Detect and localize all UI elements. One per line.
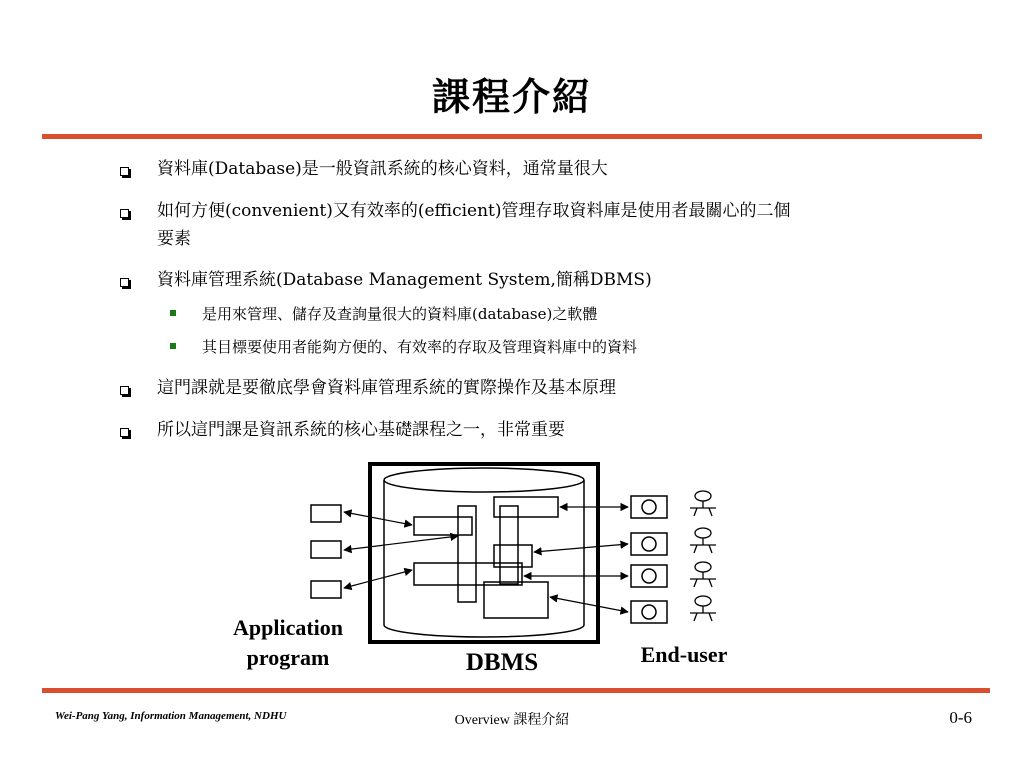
internal-box — [458, 506, 476, 602]
terminal-icon — [631, 565, 667, 587]
application-label — [216, 613, 360, 673]
internal-box — [484, 582, 548, 618]
user-figures — [690, 491, 716, 621]
app-arrow — [344, 570, 412, 588]
internal-box — [414, 517, 472, 535]
app-arrows — [344, 512, 458, 588]
app-arrow — [344, 512, 412, 525]
bullet-item: 資料庫(Database)是一般資訊系統的核心資料，通常量很大 — [157, 159, 608, 179]
internal-structures — [414, 497, 558, 618]
footer-author: Wei-Pang Yang, Information Management, NDHU — [55, 710, 287, 722]
app-program-box — [311, 581, 341, 598]
sub-bullet-item: 是用來管理、儲存及查詢量很大的資料庫(database)之軟體 — [202, 305, 598, 323]
enduser-arrow — [534, 544, 628, 552]
user-icon — [690, 491, 716, 516]
terminal-icon — [631, 533, 667, 555]
application-label-line1: Application — [232, 615, 344, 640]
application-label-line2: program — [246, 645, 330, 670]
user-icon — [690, 528, 716, 553]
enduser-terminals — [631, 496, 667, 623]
bullet-item: 這門課就是要徹底學會資料庫管理系統的實際操作及基本原理 — [157, 378, 616, 398]
user-icon — [690, 562, 716, 587]
terminal-icon — [631, 601, 667, 623]
bottom-divider — [42, 688, 990, 693]
enduser-arrow — [550, 597, 628, 612]
app-arrow — [344, 536, 458, 550]
user-icon — [690, 596, 716, 621]
footer-page-number: 0-6 — [949, 708, 972, 727]
internal-box — [494, 497, 558, 517]
bullet-item: 如何方便(convenient)又有效率的(efficient)管理存取資料庫是使用者最關心的二個 — [157, 201, 791, 221]
dbms-label: DBMS — [465, 649, 539, 676]
footer-section-title: Overview 課程介紹 — [454, 713, 570, 728]
enduser-arrows — [524, 507, 628, 612]
bullet-item: 所以這門課是資訊系統的核心基礎課程之一，非常重要 — [157, 420, 565, 440]
terminal-icon — [631, 496, 667, 518]
sub-bullet-item: 其目標要使用者能夠方便的、有效率的存取及管理資料庫中的資料 — [202, 338, 638, 356]
bottom-divider-bar — [42, 688, 990, 693]
slide-title: 課程介紹 — [431, 74, 592, 119]
app-program-box — [311, 505, 341, 522]
application-programs — [311, 505, 341, 598]
enduser-label: End-user — [640, 642, 728, 667]
bullet-item: 資料庫管理系統(Database Management System,簡稱DBMS) — [157, 270, 652, 290]
app-program-box — [311, 541, 341, 558]
bullet-item-continuation: 要素 — [157, 229, 191, 249]
